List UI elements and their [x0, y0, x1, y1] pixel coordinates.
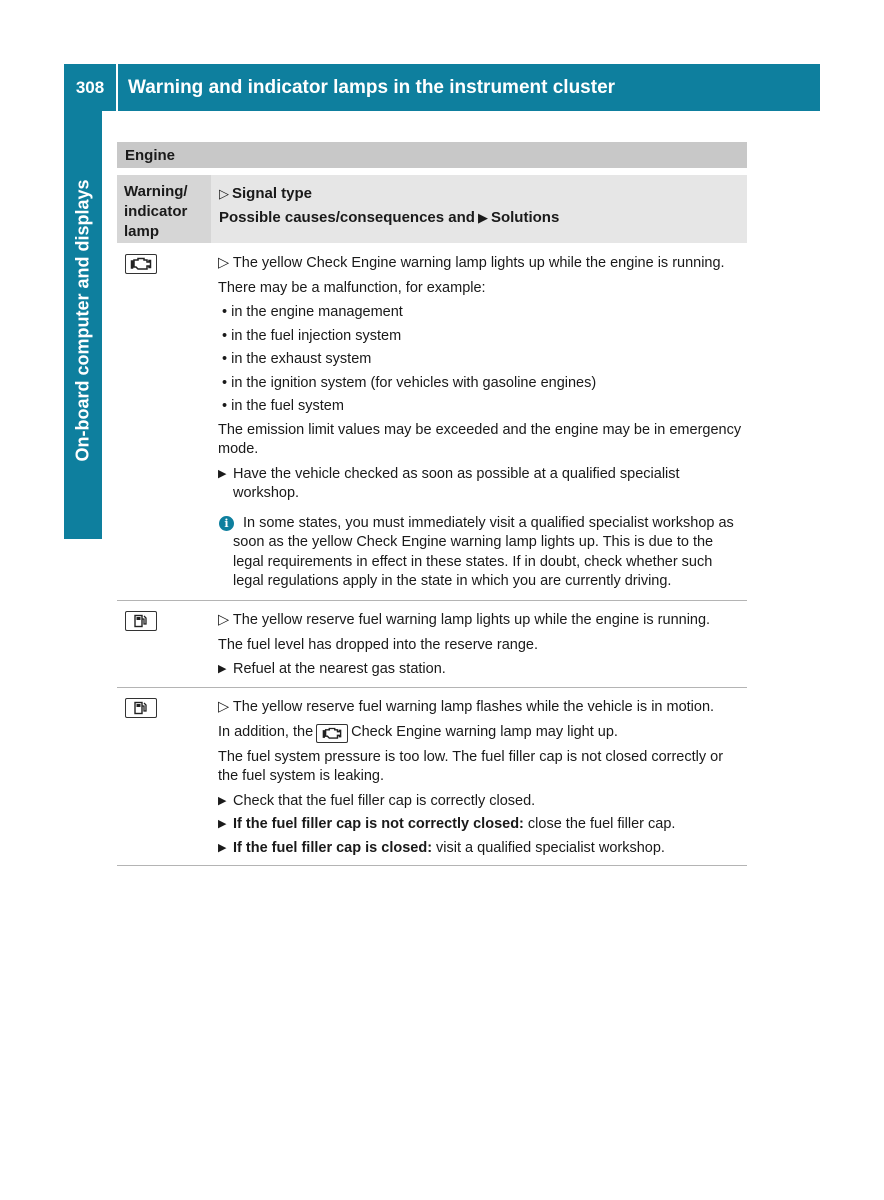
signal-triangle-icon: ▷	[218, 612, 233, 628]
signal-text: The yellow Check Engine warning lamp lights up while the engine is running.	[232, 255, 725, 271]
consequence-text: The emission limit values may be exceeded and the engine may be in emergency mode.	[218, 421, 742, 457]
action-text: visit a qualified specialist workshop.	[432, 839, 665, 856]
signal-triangle-icon: ▷	[218, 255, 233, 271]
list-item: • in the fuel injection system	[222, 327, 402, 344]
side-tab-label-container	[64, 150, 102, 490]
table-row	[117, 601, 747, 688]
signal-text: The yellow reserve fuel warning lamp flashes while the vehicle is in motion.	[232, 699, 715, 715]
table-header	[117, 175, 747, 243]
list-item: • in the engine management	[222, 304, 403, 320]
action-step	[218, 815, 745, 835]
action-text: close the fuel filler cap.	[523, 816, 676, 832]
side-tab-label: On-board computer and displays	[72, 178, 93, 462]
row-content	[218, 611, 745, 684]
action-text: Have the vehicle checked as soon as possible at a qualified specialist workshop.	[233, 465, 680, 501]
section-title: Engine	[117, 142, 747, 168]
row-content	[218, 254, 745, 592]
action-arrow-icon: ▶	[218, 794, 227, 807]
action-step	[218, 660, 745, 680]
signal-text: The yellow reserve fuel warning lamp lights up while the engine is running.	[232, 612, 711, 628]
check-engine-icon	[125, 254, 157, 274]
row-content	[218, 698, 745, 862]
info-note-text: In some states, you must immediately visit a qualified specialist workshop as soon as the yellow Check Engine warning lamp lights up. This is due to the legal requirements in effect in these states. If in doubt, check whether such legal regulations apply in the state in which you are currently driving.	[233, 514, 734, 589]
table-row	[117, 688, 747, 866]
action-condition: If the fuel filler cap is closed:	[233, 839, 433, 856]
check-engine-icon	[316, 724, 348, 743]
action-condition: If the fuel filler cap is not correctly closed:	[233, 816, 524, 832]
addition-prefix: In addition, the	[218, 723, 314, 740]
action-arrow-icon: ▶	[218, 818, 227, 830]
cause-text: The fuel system pressure is too low. The fuel filler cap is not closed correctly or the fuel system is leaking.	[218, 748, 724, 784]
table-row	[117, 244, 747, 601]
list-item: • in the exhaust system	[222, 351, 372, 367]
page-title: Warning and indicator lamps in the instrument cluster	[128, 76, 616, 98]
description-column-header	[219, 182, 739, 230]
action-text: Check that the fuel filler cap is correctly closed.	[233, 792, 536, 809]
cause-intro: There may be a malfunction, for example:	[218, 279, 486, 296]
action-arrow-icon: ▶	[218, 467, 227, 480]
info-note	[218, 514, 745, 592]
solutions-arrow-icon: ▶	[477, 210, 488, 225]
addition-text	[218, 723, 745, 743]
action-step	[218, 839, 745, 859]
action-step	[218, 465, 745, 504]
solutions-label: Solutions	[490, 209, 560, 226]
causes-label: Possible causes/consequences and	[219, 209, 475, 226]
action-text: Refuel at the nearest gas station.	[233, 661, 446, 677]
signal-triangle-icon: ▷	[219, 186, 229, 201]
lamp-column-header: Warning/ indicator lamp	[117, 175, 211, 243]
action-step	[218, 792, 745, 812]
header-divider	[116, 64, 118, 111]
action-arrow-icon: ▶	[218, 841, 227, 854]
addition-suffix: Check Engine warning lamp may light up.	[351, 723, 618, 740]
reserve-fuel-icon	[125, 611, 157, 631]
cause-text: The fuel level has dropped into the reserve range.	[218, 636, 539, 653]
list-item: • in the ignition system (for vehicles with gasoline engines)	[222, 374, 597, 391]
info-icon: i	[219, 516, 234, 531]
signal-triangle-icon: ▷	[218, 699, 233, 715]
signal-type-label: Signal type	[232, 185, 313, 202]
reserve-fuel-icon	[125, 698, 157, 718]
action-arrow-icon: ▶	[218, 663, 227, 675]
list-item: • in the fuel system	[222, 398, 344, 414]
page-number: 308	[75, 77, 105, 97]
